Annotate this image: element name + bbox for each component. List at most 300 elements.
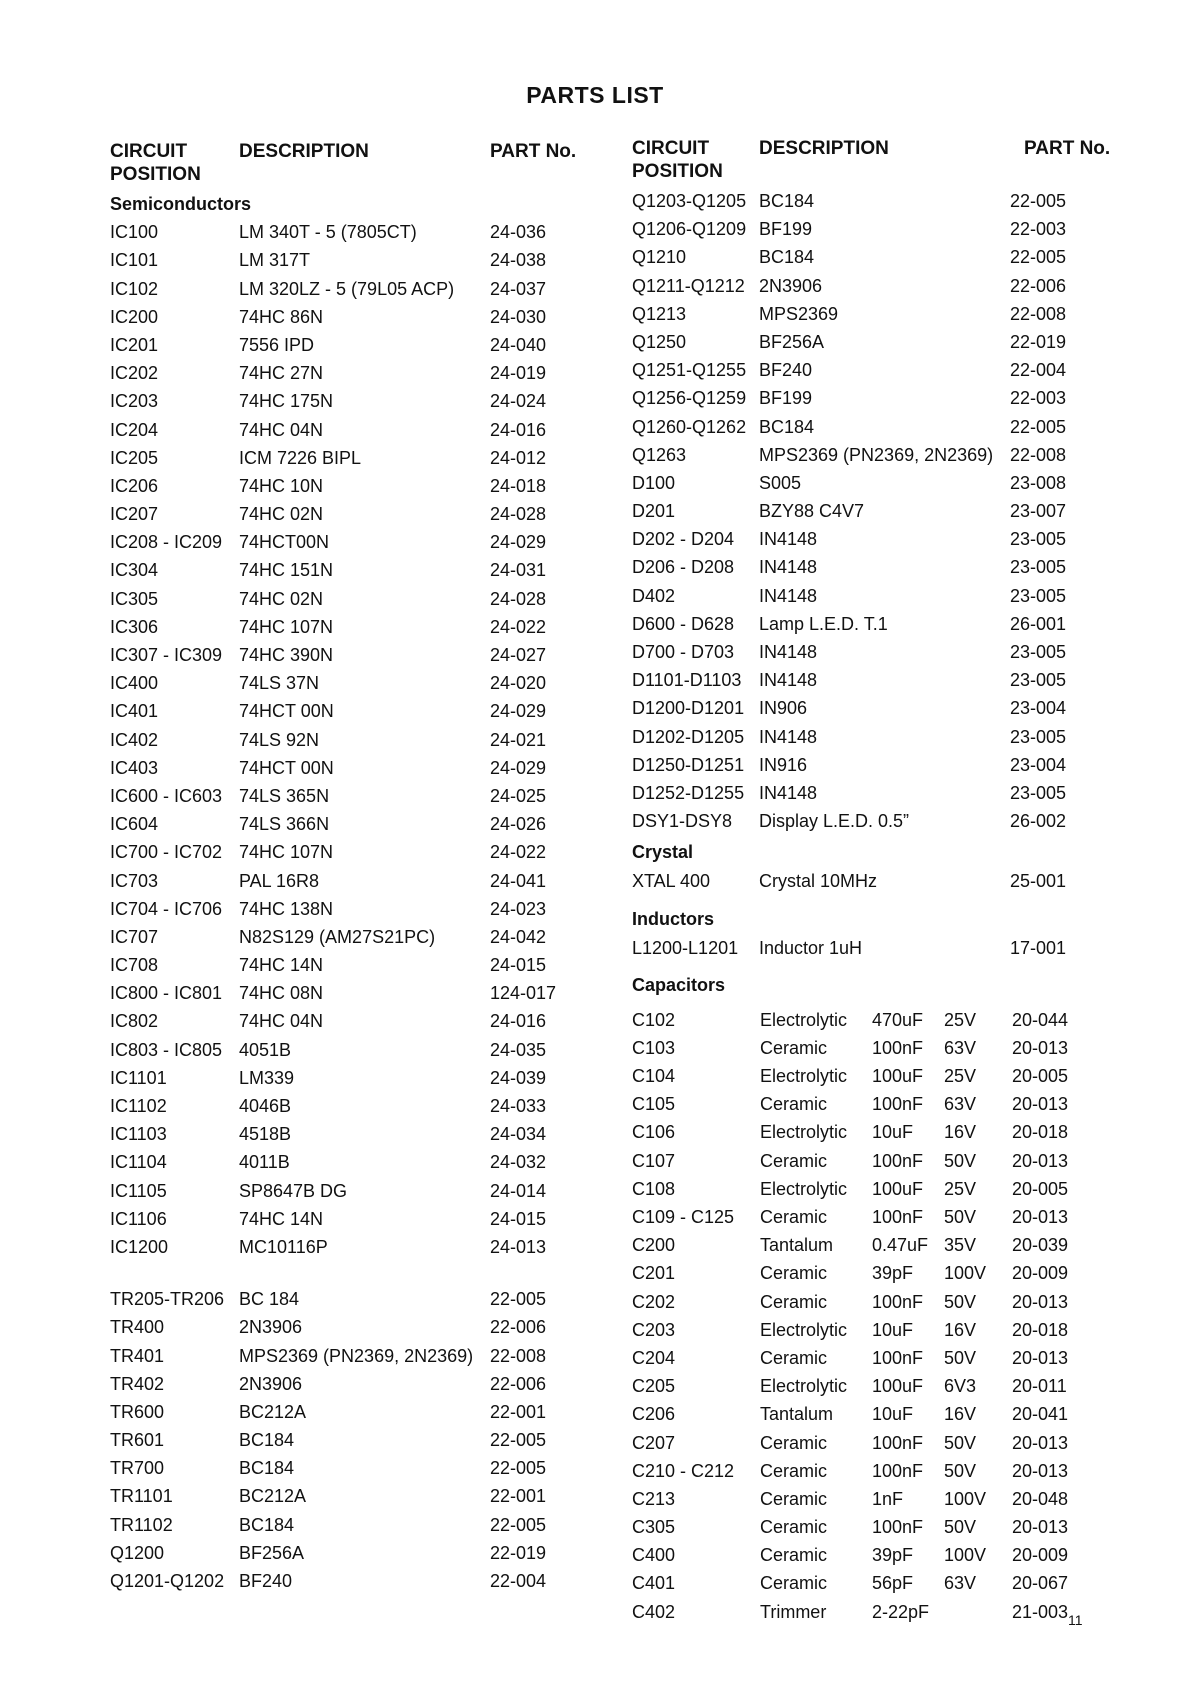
- section-capacitors: Capacitors: [632, 974, 726, 995]
- circuit-position: Q1256-Q1259: [632, 388, 747, 409]
- description: BF256A: [759, 331, 825, 352]
- circuit-position: IC600 - IC603: [110, 785, 223, 806]
- part-number: 22-004: [490, 1571, 547, 1591]
- part-number: 24-034: [490, 1124, 547, 1145]
- description: 2N3906: [239, 1317, 303, 1338]
- description: 74HC 390N: [239, 645, 334, 665]
- circuit-position: C210 - C212: [632, 1460, 735, 1481]
- part-number: 21-003: [1012, 1601, 1069, 1622]
- description: 74HCT 00N: [239, 701, 334, 722]
- circuit-position: D1101-D1103: [632, 670, 742, 691]
- table-row: [110, 218, 595, 246]
- table-row: [110, 1454, 595, 1482]
- circuit-position: C205: [632, 1376, 676, 1397]
- table-row: [110, 697, 595, 725]
- part-number: 24-036: [490, 222, 547, 243]
- circuit-position: D202 - D204: [632, 529, 735, 550]
- part-number: 20-011: [1012, 1376, 1067, 1397]
- description: BZY88 C4V7: [759, 501, 865, 522]
- table-row: [632, 1288, 1112, 1316]
- capacitor-value: 470uF: [872, 1009, 924, 1030]
- capacitor-type: Tantalum: [760, 1235, 834, 1256]
- part-number: 20-067: [1012, 1573, 1069, 1594]
- part-number: 23-008: [1010, 472, 1067, 493]
- right-column: [632, 140, 1112, 1626]
- description: 74HC 138N: [239, 898, 334, 919]
- circuit-position: IC400: [110, 673, 159, 694]
- part-number: 22-019: [1010, 331, 1067, 352]
- capacitor-value: 56pF: [872, 1573, 914, 1594]
- table-row: [632, 300, 1112, 328]
- description: BC184: [759, 416, 815, 437]
- circuit-position-header: [632, 137, 723, 183]
- table-row: [632, 243, 1112, 271]
- table-row: [110, 1285, 595, 1313]
- part-number: 24-025: [490, 785, 547, 806]
- table-row: [632, 1231, 1112, 1259]
- capacitor-voltage: 50V: [944, 1347, 977, 1368]
- capacitor-type: Ceramic: [760, 1347, 828, 1368]
- capacitor-type: Electrolytic: [760, 1122, 848, 1143]
- part-number: 20-044: [1012, 1009, 1069, 1030]
- table-row: [632, 751, 1112, 779]
- circuit-position: Q1211-Q1212: [632, 275, 745, 296]
- part-number: 25-001: [1010, 871, 1067, 892]
- table-row: [110, 641, 595, 669]
- capacitor-value: 100nF: [872, 1460, 924, 1481]
- inductor-row: [632, 934, 1112, 962]
- description: 74HC 02N: [239, 504, 324, 525]
- table-row: [110, 1313, 595, 1341]
- part-number: 20-013: [1012, 1150, 1069, 1171]
- circuit-position: C207: [632, 1432, 676, 1453]
- capacitor-voltage: 25V: [944, 1066, 977, 1087]
- circuit-position: C201: [632, 1263, 676, 1284]
- capacitor-value: 100nF: [872, 1207, 924, 1227]
- description: LM 320LZ - 5 (79L05 ACP): [239, 278, 455, 299]
- table-row: [632, 1034, 1112, 1062]
- capacitor-voltage: 16V: [944, 1319, 977, 1340]
- circuit-position: IC1200: [110, 1236, 169, 1257]
- part-number: 26-001: [1010, 613, 1067, 634]
- description: IN4148: [759, 557, 818, 578]
- capacitor-value: 2-22pF: [872, 1601, 930, 1622]
- circuit-position: Q1203-Q1205: [632, 191, 747, 211]
- capacitor-type: Ceramic: [760, 1573, 828, 1594]
- table-row: [110, 782, 595, 810]
- part-number: 20-013: [1012, 1291, 1069, 1312]
- circuit-position: D600 - D628: [632, 613, 735, 634]
- description: BF199: [759, 388, 813, 409]
- capacitor-voltage: 35V: [944, 1235, 977, 1256]
- capacitor-type: Ceramic: [760, 1432, 828, 1453]
- part-number: 23-005: [1010, 782, 1067, 803]
- table-row: [110, 838, 595, 866]
- table-row: [632, 779, 1112, 807]
- table-row: [632, 582, 1112, 610]
- circuit-position: C203: [632, 1319, 676, 1340]
- capacitor-value: 100uF: [872, 1376, 924, 1397]
- table-row: [110, 867, 595, 895]
- table-row: [110, 1036, 595, 1064]
- part-number: 24-031: [490, 560, 547, 581]
- part-number: 23-005: [1010, 642, 1067, 662]
- description: BC212A: [239, 1401, 307, 1422]
- capacitor-voltage: 100V: [944, 1488, 987, 1509]
- table-row: [110, 246, 595, 274]
- capacitor-voltage: 50V: [944, 1517, 977, 1538]
- description: LM 317T: [239, 250, 311, 271]
- circuit-position: TR205-TR206: [110, 1289, 225, 1310]
- table-row: [110, 1370, 595, 1398]
- circuit-position: Q1213: [632, 303, 687, 324]
- capacitor-value: 100nF: [872, 1037, 924, 1058]
- description: BF240: [759, 360, 813, 381]
- part-number: 20-039: [1012, 1235, 1069, 1256]
- circuit-position: C106: [632, 1122, 676, 1143]
- part-number: 24-038: [490, 250, 547, 271]
- table-row: [632, 328, 1112, 356]
- description: Display L.E.D. 0.5”: [759, 811, 910, 832]
- table-row: [110, 669, 595, 697]
- part-number: 22-003: [1010, 219, 1067, 240]
- table-row: [110, 1007, 595, 1035]
- circuit-position: IC1105: [110, 1180, 167, 1201]
- circuit-position: IC206: [110, 475, 159, 496]
- circuit-position: Q1201-Q1202: [110, 1571, 225, 1591]
- description: 74HC 04N: [239, 1011, 324, 1032]
- circuit-position: D1252-D1255: [632, 782, 745, 803]
- part-number: 22-006: [1010, 275, 1067, 296]
- capacitor-type: Ceramic: [760, 1460, 828, 1481]
- description: BC212A: [239, 1486, 307, 1507]
- part-number: 22-006: [490, 1373, 547, 1394]
- description: 4046B: [239, 1096, 292, 1116]
- capacitor-type: Ceramic: [760, 1517, 828, 1538]
- capacitor-type: Ceramic: [760, 1037, 828, 1058]
- capacitor-voltage: 25V: [944, 1178, 977, 1199]
- circuit-position: IC401: [110, 701, 159, 722]
- table-row: [632, 497, 1112, 525]
- part-number: 24-028: [490, 504, 547, 525]
- circuit-position: C206: [632, 1404, 676, 1425]
- table-row: [632, 666, 1112, 694]
- capacitor-value: 100nF: [872, 1517, 924, 1538]
- table-row: [110, 416, 595, 444]
- description: ICM 7226 BIPL: [239, 447, 362, 468]
- semiconductor-list: [632, 187, 1112, 835]
- circuit-position: TR400: [110, 1317, 165, 1338]
- capacitor-value: 100nF: [872, 1347, 924, 1368]
- table-row: [110, 754, 595, 782]
- part-no-header: PART No.: [1024, 138, 1111, 159]
- description: IN4148: [759, 726, 818, 747]
- circuit-position: Q1251-Q1255: [632, 360, 747, 381]
- capacitor-type: Ceramic: [760, 1207, 828, 1227]
- description: PAL 16R8: [239, 870, 320, 891]
- part-number: 20-013: [1012, 1207, 1069, 1227]
- circuit-position: C200: [632, 1235, 676, 1256]
- circuit-position: TR600: [110, 1401, 165, 1422]
- capacitor-type: Electrolytic: [760, 1009, 848, 1030]
- part-number: 23-005: [1010, 529, 1067, 550]
- table-row: [632, 413, 1112, 441]
- circuit-position: TR601: [110, 1430, 165, 1451]
- description: 74HC 107N: [239, 842, 334, 863]
- circuit-position: IC207: [110, 504, 159, 525]
- table-row: [632, 1062, 1112, 1090]
- description: MPS2369 (PN2369, 2N2369): [759, 444, 994, 465]
- table-row: [632, 1541, 1112, 1569]
- left-column: [110, 140, 595, 1595]
- table-row: [632, 610, 1112, 638]
- circuit-position: C401: [632, 1573, 676, 1594]
- capacitor-value: 10uF: [872, 1122, 914, 1143]
- circuit-position-header: [110, 140, 201, 186]
- table-row: [110, 1064, 595, 1092]
- table-row: [632, 1090, 1112, 1118]
- circuit-position: IC1104: [110, 1152, 167, 1173]
- description: 74HC 14N: [239, 955, 324, 976]
- circuit-position: IC1103: [110, 1124, 167, 1145]
- table-row: [110, 1511, 595, 1539]
- circuit-position: IC703: [110, 870, 159, 891]
- part-number: 20-013: [1012, 1347, 1069, 1368]
- part-number: 20-013: [1012, 1460, 1069, 1481]
- capacitor-type: Ceramic: [760, 1263, 828, 1284]
- transistor-list: [110, 1285, 595, 1595]
- table-row: [632, 187, 1112, 215]
- table-row: [632, 1203, 1112, 1231]
- table-row: [110, 472, 595, 500]
- description: BC184: [239, 1458, 295, 1479]
- table-row: [632, 1457, 1112, 1485]
- capacitor-type: Tantalum: [760, 1404, 834, 1425]
- part-number: 24-028: [490, 588, 547, 609]
- part-number: 23-004: [1010, 754, 1067, 775]
- circuit-position: IC200: [110, 306, 159, 327]
- description: 74HC 10N: [239, 475, 324, 496]
- description: BC184: [759, 191, 815, 211]
- description: Inductor 1uH: [759, 937, 863, 958]
- part-number: 24-041: [490, 870, 547, 891]
- table-row: [632, 694, 1112, 722]
- description: IN906: [759, 698, 808, 719]
- part-number: 24-024: [490, 391, 547, 412]
- circuit-position: IC202: [110, 363, 159, 384]
- part-number: 20-018: [1012, 1122, 1069, 1143]
- capacitor-type: Trimmer: [760, 1601, 827, 1622]
- table-row: [110, 613, 595, 641]
- circuit-position: IC707: [110, 926, 159, 947]
- description: IN4148: [759, 529, 818, 550]
- capacitor-voltage: 25V: [944, 1009, 977, 1030]
- part-number: 22-008: [1010, 444, 1067, 465]
- table-row: [110, 923, 595, 951]
- part-number: 22-004: [1010, 360, 1067, 381]
- table-row: [632, 1372, 1112, 1400]
- circuit-position: D1202-D1205: [632, 726, 745, 747]
- capacitor-value: 10uF: [872, 1319, 914, 1340]
- capacitor-voltage: 50V: [944, 1432, 977, 1453]
- circuit-position: IC100: [110, 222, 159, 243]
- table-row: [632, 1259, 1112, 1287]
- table-row: [632, 384, 1112, 412]
- section-inductors: Inductors: [632, 908, 715, 929]
- capacitor-value: 100nF: [872, 1094, 924, 1115]
- circuit-position: C213: [632, 1488, 676, 1509]
- part-no-header: PART No.: [490, 141, 577, 162]
- circuit-position: IC708: [110, 955, 159, 976]
- page-number: 11: [1068, 1612, 1083, 1628]
- part-number: 24-016: [490, 419, 547, 440]
- table-row: [110, 528, 595, 556]
- circuit-position: L1200-L1201: [632, 937, 739, 958]
- description: N82S129 (AM27S21PC): [239, 926, 436, 947]
- circuit-position: IC800 - IC801: [110, 983, 223, 1004]
- circuit-position: Q1200: [110, 1542, 165, 1563]
- capacitor-voltage: 50V: [944, 1291, 977, 1312]
- circuit-position: C108: [632, 1178, 676, 1199]
- part-number: 24-026: [490, 814, 547, 835]
- capacitor-voltage: 100V: [944, 1545, 987, 1566]
- circuit-position: D1250-D1251: [632, 754, 745, 775]
- description: 74LS 37N: [239, 673, 320, 694]
- right-header: [632, 137, 1112, 187]
- part-number: 20-013: [1012, 1517, 1069, 1538]
- part-number: 20-013: [1012, 1037, 1069, 1058]
- circuit-position: TR700: [110, 1458, 165, 1479]
- part-number: 22-006: [490, 1317, 547, 1338]
- description: 74LS 365N: [239, 785, 330, 806]
- description: BF199: [759, 219, 813, 240]
- capacitor-type: Electrolytic: [760, 1178, 848, 1199]
- spacer: [110, 1261, 595, 1285]
- circuit-position: IC101: [110, 250, 159, 271]
- circuit-position: DSY1-DSY8: [632, 811, 733, 832]
- table-row: [110, 726, 595, 754]
- capacitor-value: 39pF: [872, 1263, 914, 1284]
- table-row: [110, 331, 595, 359]
- description: 74HCT00N: [239, 532, 330, 553]
- part-number: 20-041: [1012, 1404, 1069, 1425]
- part-number: 26-002: [1010, 811, 1067, 832]
- description: SP8647B DG: [239, 1180, 348, 1201]
- circuit-position: C305: [632, 1517, 676, 1538]
- circuit-position: IC704 - IC706: [110, 898, 223, 919]
- capacitor-value: 100nF: [872, 1432, 924, 1453]
- part-number: 24-035: [490, 1039, 547, 1060]
- table-row: [632, 1118, 1112, 1146]
- table-row: [632, 272, 1112, 300]
- circuit-position: D206 - D208: [632, 557, 735, 578]
- part-number: 24-021: [490, 729, 547, 750]
- table-row: [632, 1598, 1112, 1626]
- description: 4011B: [239, 1152, 290, 1173]
- table-row: [110, 1233, 595, 1261]
- part-number: 20-005: [1012, 1178, 1069, 1199]
- table-row: [632, 1513, 1112, 1541]
- table-row: [632, 1147, 1112, 1175]
- table-row: [110, 1148, 595, 1176]
- capacitor-value: 100uF: [872, 1066, 924, 1087]
- part-number: 23-005: [1010, 585, 1067, 606]
- part-number: 24-013: [490, 1236, 547, 1257]
- part-number: 22-005: [1010, 247, 1067, 268]
- part-number: 20-009: [1012, 1263, 1069, 1284]
- part-number: 24-022: [490, 842, 547, 863]
- part-number: 24-029: [490, 701, 547, 722]
- circuit-position: C103: [632, 1037, 676, 1058]
- part-number: 20-009: [1012, 1545, 1069, 1566]
- table-row: [632, 1569, 1112, 1597]
- description: 7556 IPD: [239, 334, 315, 355]
- circuit-position: D100: [632, 472, 676, 493]
- part-number: 24-012: [490, 447, 547, 468]
- capacitor-type: Electrolytic: [760, 1319, 848, 1340]
- circuit-position: IC204: [110, 419, 159, 440]
- description: 74HC 27N: [239, 363, 324, 384]
- circuit-position: Q1250: [632, 331, 687, 352]
- table-row: [110, 1482, 595, 1510]
- table-row: [110, 585, 595, 613]
- description: IN4148: [759, 782, 818, 803]
- circuit-position: IC700 - IC702: [110, 842, 223, 863]
- table-row: [110, 1092, 595, 1120]
- description: 74HC 08N: [239, 983, 324, 1004]
- part-number: 22-019: [490, 1542, 547, 1563]
- description: 74HC 04N: [239, 419, 324, 440]
- part-number: 24-023: [490, 898, 547, 919]
- part-number: 23-005: [1010, 557, 1067, 578]
- capacitor-value: 39pF: [872, 1545, 914, 1566]
- description: Lamp L.E.D. T.1: [759, 613, 888, 634]
- circuit-position: D700 - D703: [632, 642, 735, 662]
- description: Crystal 10MHz: [759, 871, 878, 892]
- part-number: 24-030: [490, 306, 547, 327]
- description: BF240: [239, 1571, 293, 1591]
- circuit-header-line2: POSITION: [632, 161, 723, 182]
- capacitor-type: Ceramic: [760, 1488, 828, 1509]
- circuit-position: C107: [632, 1150, 676, 1171]
- table-row: [110, 500, 595, 528]
- circuit-position: C400: [632, 1545, 676, 1566]
- table-row: [110, 1342, 595, 1370]
- description: 74HC 14N: [239, 1208, 324, 1229]
- capacitor-type: Electrolytic: [760, 1066, 848, 1087]
- table-row: [632, 441, 1112, 469]
- description: BF256A: [239, 1542, 305, 1563]
- part-number: 24-037: [490, 278, 547, 299]
- description: 74HCT 00N: [239, 757, 334, 778]
- part-number: 22-005: [1010, 416, 1067, 437]
- part-number: 20-048: [1012, 1488, 1069, 1509]
- circuit-position: C204: [632, 1347, 676, 1368]
- circuit-header-line2: POSITION: [110, 164, 201, 185]
- capacitor-type: Ceramic: [760, 1150, 828, 1171]
- table-row: [110, 951, 595, 979]
- section-crystal: Crystal: [632, 842, 694, 863]
- circuit-position: IC307 - IC309: [110, 645, 223, 665]
- circuit-position: TR1102: [110, 1514, 173, 1535]
- description-header: DESCRIPTION: [759, 138, 889, 159]
- description: LM339: [239, 1067, 295, 1088]
- part-number: 24-019: [490, 363, 547, 384]
- capacitor-value: 0.47uF: [872, 1235, 929, 1256]
- capacitor-voltage: 63V: [944, 1573, 977, 1594]
- part-number: 22-008: [490, 1345, 547, 1366]
- table-row: [632, 1429, 1112, 1457]
